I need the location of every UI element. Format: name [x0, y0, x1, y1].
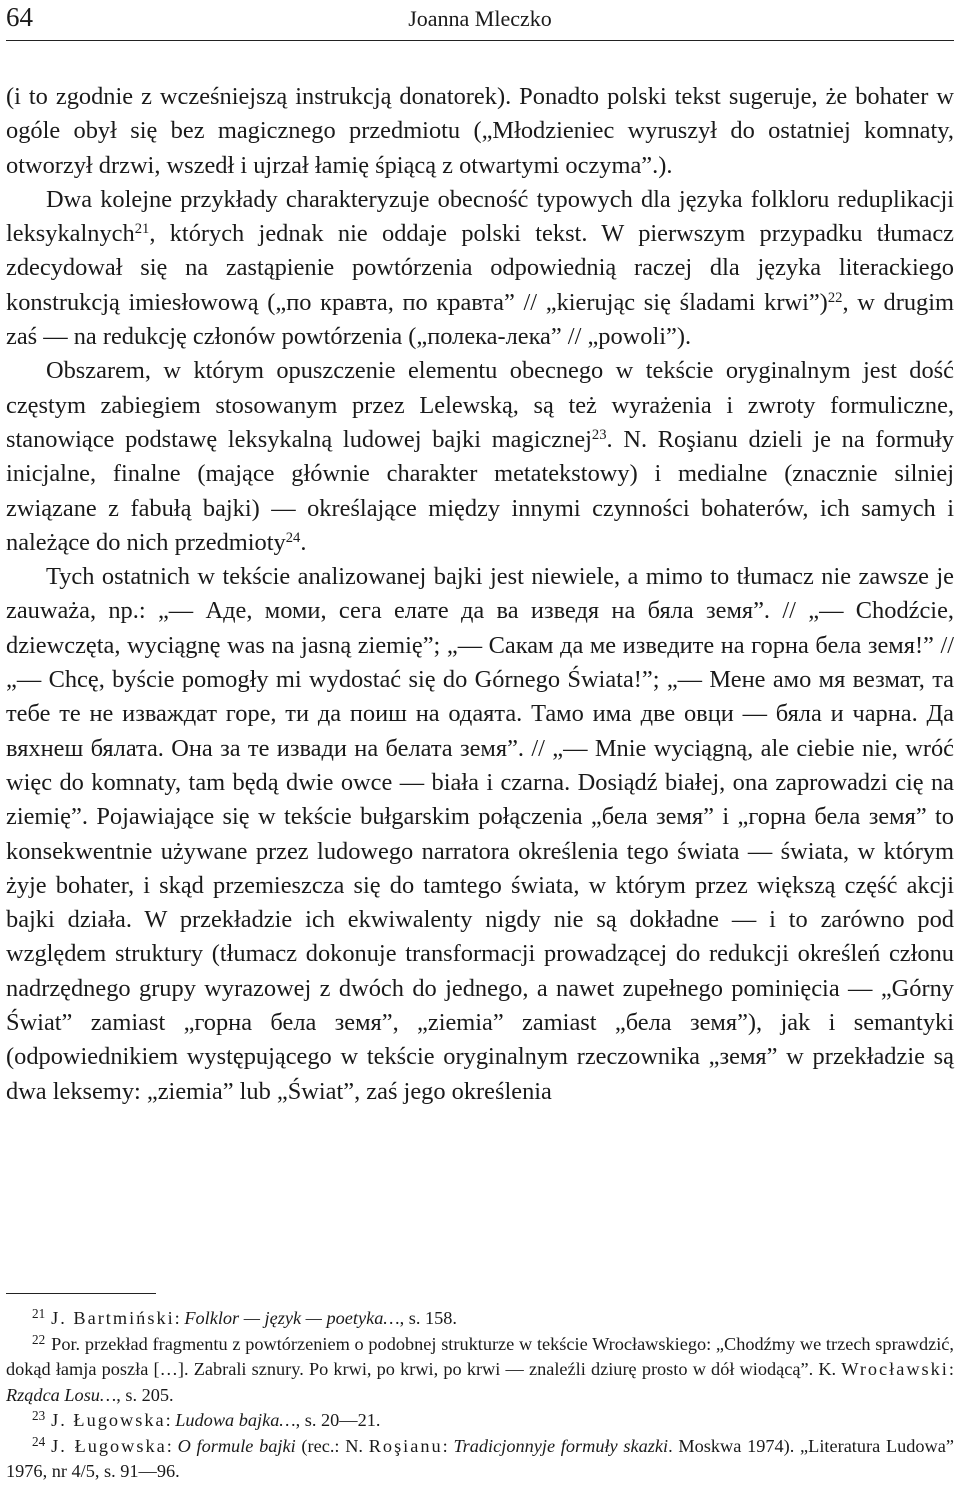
footnote-title: Rządca Losu… — [6, 1384, 117, 1405]
footnote-ref-22[interactable]: 22 — [827, 289, 843, 306]
footnote-title: O formule bajki — [177, 1435, 296, 1456]
footnote-ref-23[interactable]: 23 — [591, 426, 607, 443]
paragraph-text: . N. Roşianu dzieli je na formuły inicjalne, finalne (mające głównie charakter metatekstowy) i medialne (znacznie silniej związane z fabułą bajki) — określające między innymi czynności bohaterów, ich samych i należące do nich przedmioty — [6, 425, 954, 556]
paragraph-4 — [6, 560, 954, 1109]
document-page — [6, 0, 954, 1481]
paragraph-text: Dwa kolejne przykłady charakteryzuje obecność typowych dla języka folkloru reduplikacji leksykalnych — [6, 185, 954, 248]
paragraph-text: . — [300, 528, 307, 556]
paragraph-text: Obszarem, w którym opuszczenie elementu obecnego w tekście oryginalnym jest dość częstym zabiegiem stosowanym przez Lelewską, są też wyrażenia i zwroty formuliczne, stanowiące podstawę leksykalną ludowej bajki magicznej — [6, 357, 954, 453]
footnote-ref-21[interactable]: 21 — [134, 221, 150, 238]
footnote-author: J. Ługowska — [51, 1410, 166, 1430]
footnote-sep: : — [442, 1435, 454, 1456]
footnote-mid: (rec.: N. — [295, 1435, 369, 1456]
paragraph-text: Tych ostatnich w tekście analizowanej bajki jest niewiele, a mimo to tłumacz nie zawsze je zauważa, np.: „— Аде, моми, сега елате да ва изведя на бяла земя”. // „— Chodźcie, dziewczęta, wyciągnę was na jasną ziemię”; „— Сакам да ме изведите на горна бела земя!” // „— Chcę, byście pomogły mi wydostać się do Górnego Świata!”; „— Мене амо мя везмат, та тебе те не изваждат горе, ти да поиш на одаята. Тамо има две овци — бяла и чарна. Да вяхнеш бялата. Она за те извади на белата земя”. // „— Mnie wyciągną, ale ciebie nie, wróć więc do komnaty, tam będą dwie owce — biała i czarna. Dosiądź białej, ona zaprowadzi cię na ziemię”. Pojawiające się w tekście bułgarskim połączenia „бела земя” i „горна бела земя” to konsekwentnie używane przez ludowego narratora określenia tego świata — świata, w którym żyje bohater, i skąd przemieszcza się do tamtego świata, w którym przez większą część akcji bajki działa. W przekładzie ich ekwiwalenty nigdy nie są dokładne — i to zarówno pod względem struktury (tłumacz dokonuje transformacji prowadzącej do redukcji określeń członu nadrzędnego grupy wyrazowej z dwóch do jednego, a nawet zupełnego pominięcia — „Górny Świat” zamiast „горна бела земя”, „ziemia” zamiast „бела земя”), jak i semantyki (odpowiednikiem występującego w tekście oryginalnym rzeczownika „земя” w przekładzie są dwa leksemy: „ziemia” lub „Świat”, zaś jego określenia — [6, 563, 954, 1105]
footnote-title: Folklor — język — poetyka… — [184, 1308, 400, 1328]
footnote-rest: . Moskwa 1974). „Literatura Ludowa” 1976, nr 4/5, s. 91—96. — [6, 1435, 954, 1481]
footnote-number: 23 — [32, 1408, 46, 1424]
body-text — [6, 80, 954, 1109]
running-head: Joanna Mleczko — [408, 6, 552, 31]
footnote-author: J. Ługowska — [51, 1435, 167, 1456]
footnote-sep: : — [166, 1435, 178, 1456]
footnote-number: 21 — [32, 1306, 46, 1322]
footnote-sep: : — [165, 1410, 176, 1430]
page-number: 64 — [6, 2, 33, 32]
paragraph-1 — [6, 80, 954, 183]
paragraph-text: (i to zgodnie z wcześniejszą instrukcją donatorek). Ponadto polski tekst sugeruje, że bohater w ogóle obył się bez magicznego przedmiotu („Młodzieniec wyruszył do ostatniej komnaty, otworzył drzwi, wszedł i ujrzał łamię śpiącą z otwartymi oczyma”.). — [6, 83, 954, 179]
footnote-sep: : — [174, 1308, 185, 1328]
footnote-author: Roşianu — [368, 1435, 443, 1456]
footnote-title: Tradicjonnyje formuły skazki — [453, 1435, 669, 1456]
footnote-author: Wrocławski — [841, 1359, 949, 1379]
footnote-rest: , s. 158. — [399, 1308, 457, 1328]
footnote-rest: , s. 205. — [116, 1384, 174, 1405]
footnote-number: 24 — [32, 1433, 46, 1449]
page-header — [6, 0, 954, 38]
header-rule — [6, 40, 954, 41]
paragraph-3 — [6, 354, 954, 560]
footnotes — [6, 1306, 954, 1485]
footnote-22 — [6, 1332, 954, 1409]
paragraph-text: , których jednak nie oddaje polski tekst. W pierwszym przypadku tłumacz zdecydował się na zastąpienie powtórzenia odpowiednią raczej dla języka literackiego konstrukcją imiesłowową („по кравта, по кравта” // „kierując się śladami krwi”) — [6, 220, 954, 316]
footnote-text: Por. przekład fragmentu z powtórzeniem o podobnej strukturze w tekście Wrocławskiego: „Chodźmy we trzech sprawdzić, dokąd łamja poszła […]. Zabrali sznury. Po krwi, po krwi, po krwi — znaleźli dziurę prosto w dół wiodącą”. K. — [6, 1333, 954, 1379]
footnote-ref-24[interactable]: 24 — [285, 529, 301, 546]
footnote-separator — [6, 1293, 156, 1294]
footnote-23 — [6, 1408, 954, 1434]
footnote-number: 22 — [32, 1331, 46, 1347]
footnote-24 — [6, 1434, 954, 1485]
footnote-21 — [6, 1306, 954, 1332]
footnote-author: J. Bartmiński — [51, 1308, 175, 1328]
footnote-title: Ludowa bajka… — [175, 1410, 296, 1430]
footnote-rest: , s. 20—21. — [295, 1410, 381, 1430]
footnote-sep: : — [948, 1359, 954, 1379]
paragraph-text: , w drugim zaś — na redukcję członów powtórzenia („полека-лека” // „powoli”). — [6, 288, 954, 351]
paragraph-2 — [6, 183, 954, 354]
